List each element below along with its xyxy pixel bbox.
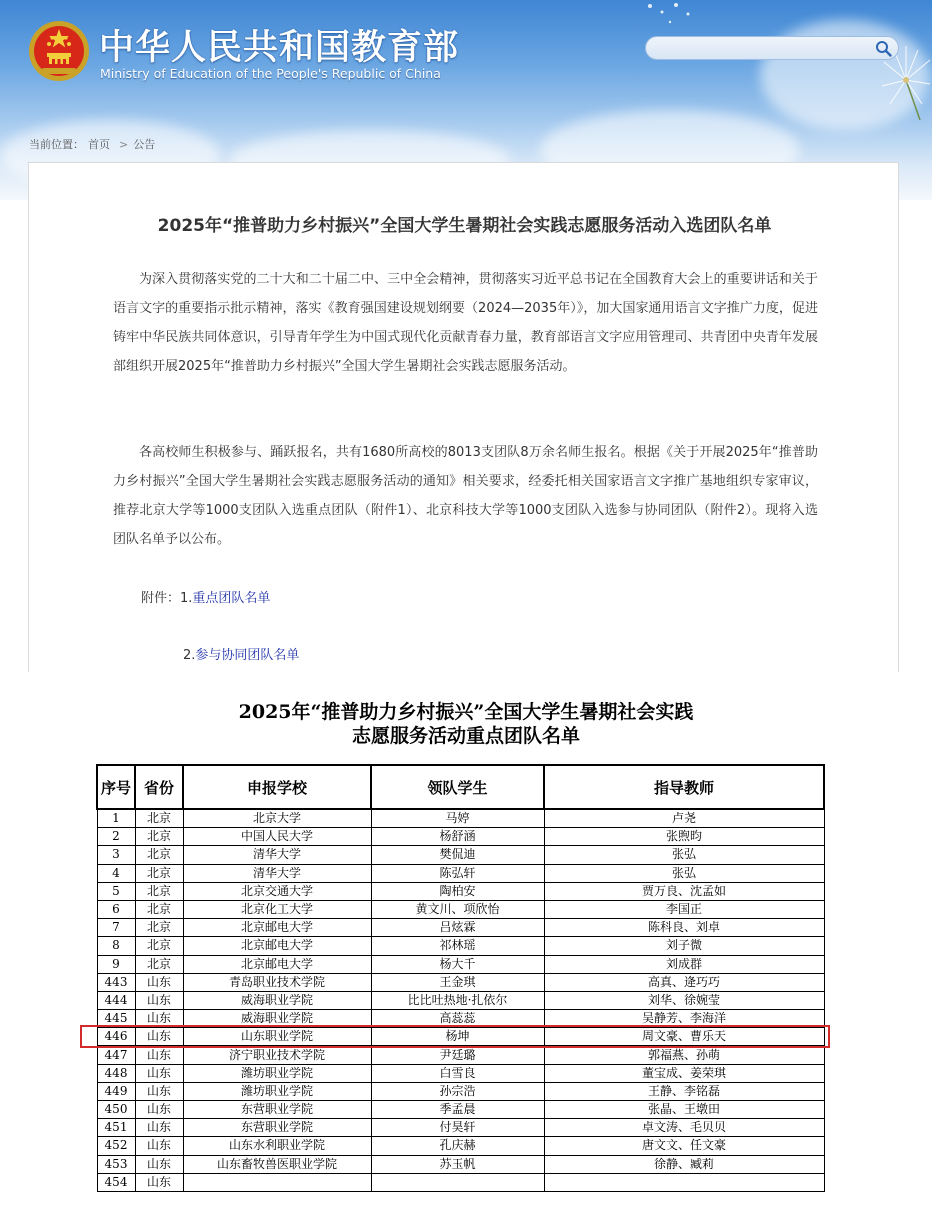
table-cell-col-leader: 孔庆赫 [371,1137,544,1155]
table-cell-col-advisor: 卢尧 [544,809,824,828]
table-cell-col-leader: 陈弘轩 [371,864,544,882]
attachment-line-2 [183,644,299,663]
national-emblem-icon [28,20,90,82]
table-cell-col-province: 北京 [135,846,183,864]
table-cell-col-index: 451 [97,1119,135,1137]
attachment-link-key-teams[interactable]: 重点团队名单 [192,591,271,606]
table-cell-col-province: 北京 [135,809,183,828]
table-cell-col-province: 山东 [135,991,183,1009]
table-row [97,828,824,846]
table-cell-col-leader: 季孟晨 [371,1101,544,1119]
table-cell-col-school: 北京交通大学 [183,882,371,900]
search-icon[interactable] [875,40,892,57]
table-cell-col-leader: 尹廷璐 [371,1046,544,1064]
table-row [97,991,824,1009]
table-cell-col-advisor: 卓文涛、毛贝贝 [544,1119,824,1137]
table-cell-col-advisor: 王静、李铭磊 [544,1082,824,1100]
table-row [97,1064,824,1082]
table-cell-col-school [183,1173,371,1191]
table-cell-col-school: 威海职业学院 [183,1010,371,1028]
table-cell-col-province: 山东 [135,1119,183,1137]
table-cell-col-province: 山东 [135,1101,183,1119]
table-cell-col-index: 2 [97,828,135,846]
table-cell-col-school: 青岛职业技术学院 [183,973,371,991]
search-input[interactable] [656,39,870,59]
table-cell-col-advisor: 贾万良、沈孟如 [544,882,824,900]
table-cell-col-index: 5 [97,882,135,900]
table-cell-col-province: 北京 [135,955,183,973]
table-cell-col-leader: 高蕊蕊 [371,1010,544,1028]
table-cell-col-index: 445 [97,1010,135,1028]
table-cell-col-advisor: 李国正 [544,900,824,918]
table-cell-col-index: 452 [97,1137,135,1155]
attachment-line-1 [141,587,270,606]
table-cell-col-index: 447 [97,1046,135,1064]
table-cell-col-province: 北京 [135,864,183,882]
table-cell-col-advisor: 唐文文、任文豪 [544,1137,824,1155]
table-row [97,900,824,918]
attachment-label: 附件：1. [141,591,193,606]
table-cell-col-index: 454 [97,1173,135,1191]
table-cell-col-index: 443 [97,973,135,991]
table-header-col-index: 序号 [97,765,135,809]
table-cell-col-province: 山东 [135,1010,183,1028]
table-cell-col-advisor: 周文豪、曹乐天 [544,1028,824,1046]
table-cell-col-school: 山东水利职业学院 [183,1137,371,1155]
table-cell-col-leader: 陶柏安 [371,882,544,900]
table-cell-col-school: 山东畜牧兽医职业学院 [183,1155,371,1173]
article-paragraph-2: 各高校师生积极参与、踊跃报名，共有1680所高校的8013支团队8万余名师生报名。根据《关于开展2025年“推普助力乡村振兴”全国大学生暑期社会实践志愿服务活动的通知》相关要求，经委托相关国家语言文字推广基地组织专家审议，推荐北京大学等1000支团队入选重点团队（附件1）、北京科技大学等1000支团队入选参与协同团队（附件2）。现将入选团队名单予以公布。 [113,445,818,547]
table-cell-col-leader: 马婷 [371,809,544,828]
document-title-line-1: 2025年“推普助力乡村振兴”全国大学生暑期社会实践 [238,701,694,723]
table-cell-col-school: 北京化工大学 [183,900,371,918]
table-cell-col-school: 北京邮电大学 [183,937,371,955]
table-cell-col-province: 山东 [135,1173,183,1191]
table-row [97,809,824,828]
table-cell-col-advisor: 陈科良、刘卓 [544,919,824,937]
table-cell-col-index: 3 [97,846,135,864]
table-cell-col-index: 444 [97,991,135,1009]
breadcrumb-current[interactable]: 公告 [133,138,156,151]
table-cell-col-index: 446 [97,1028,135,1046]
table-cell-col-leader: 杨舒涵 [371,828,544,846]
table-cell-col-school: 东营职业学院 [183,1119,371,1137]
highlight-box [80,1025,830,1048]
table-cell-col-province: 北京 [135,882,183,900]
table-cell-col-index: 450 [97,1101,135,1119]
document-title-line-2: 志愿服务活动重点团队名单 [351,725,580,747]
table-cell-col-leader: 付昊轩 [371,1119,544,1137]
table-row [97,1119,824,1137]
team-list-table-container [96,764,824,1189]
breadcrumb-home-link[interactable]: 首页 [88,138,110,151]
table-cell-col-advisor: 张弘 [544,864,824,882]
table-cell-col-school: 清华大学 [183,864,371,882]
dandelion-decoration [640,0,700,30]
table-row [97,919,824,937]
table-cell-col-school: 山东职业学院 [183,1028,371,1046]
article-title: 2025年“推普助力乡村振兴”全国大学生暑期社会实践志愿服务活动入选团队名单 [157,216,772,236]
table-cell-col-advisor: 吴静芳、李海洋 [544,1010,824,1028]
table-cell-col-leader: 樊侃迪 [371,846,544,864]
breadcrumb [29,136,159,152]
table-cell-col-province: 北京 [135,900,183,918]
table-cell-col-advisor: 张晶、王墩田 [544,1101,824,1119]
table-cell-col-advisor: 张煦昀 [544,828,824,846]
table-cell-col-leader: 杨大千 [371,955,544,973]
table-cell-col-school: 威海职业学院 [183,991,371,1009]
table-cell-col-leader: 比比吐热地·扎依尔 [371,991,544,1009]
table-row [97,937,824,955]
table-cell-col-index: 449 [97,1082,135,1100]
table-cell-col-leader: 白雪良 [371,1064,544,1082]
table-cell-col-school: 东营职业学院 [183,1101,371,1119]
table-cell-col-leader: 王金琪 [371,973,544,991]
table-row [97,1082,824,1100]
table-cell-col-province: 北京 [135,919,183,937]
table-cell-col-leader: 杨坤 [371,1028,544,1046]
table-cell-col-advisor: 郭福燕、孙萌 [544,1046,824,1064]
table-cell-col-advisor: 徐静、臧莉 [544,1155,824,1173]
table-row [97,1101,824,1119]
table-cell-col-leader: 祁林瑶 [371,937,544,955]
table-cell-col-advisor: 刘子微 [544,937,824,955]
document-title [0,700,932,748]
table-cell-col-index: 8 [97,937,135,955]
table-cell-col-index: 7 [97,919,135,937]
table-header-col-province: 省份 [135,765,183,809]
article-paragraph-1: 为深入贯彻落实党的二十大和二十届二中、三中全会精神，贯彻落实习近平总书记在全国教育大会上的重要讲话和关于语言文字的重要指示批示精神，落实《教育强国建设规划纲要（2024—2035年）》，加大国家通用语言文字推广力度，促进铸牢中华民族共同体意识，引导青年学生为中国式现代化贡献青春力量，教育部语言文字应用管理司、共青团中央青年发展部组织开展2025年“推普助力乡村振兴”全国大学生暑期社会实践志愿服务活动。 [113,272,818,374]
table-cell-col-index: 453 [97,1155,135,1173]
table-cell-col-index: 6 [97,900,135,918]
team-list-table [96,764,825,1192]
table-row [97,1137,824,1155]
table-cell-col-school: 中国人民大学 [183,828,371,846]
table-row [97,955,824,973]
table-cell-col-school: 济宁职业技术学院 [183,1046,371,1064]
table-cell-col-province: 北京 [135,937,183,955]
table-header-col-advisor: 指导教师 [544,765,824,809]
table-cell-col-advisor: 张弘 [544,846,824,864]
table-cell-col-index: 9 [97,955,135,973]
table-header-row [97,765,824,809]
breadcrumb-label: 当前位置： [29,138,84,151]
attachment-link-collab-teams[interactable]: 参与协同团队名单 [195,648,300,663]
table-cell-col-school: 北京大学 [183,809,371,828]
table-row [97,864,824,882]
table-cell-col-advisor: 刘成群 [544,955,824,973]
table-cell-col-province: 山东 [135,1064,183,1082]
table-row [97,973,824,991]
table-row [97,846,824,864]
table-cell-col-leader: 孙宗浩 [371,1082,544,1100]
site-subtitle: Ministry of Education of the People's Republic of China [100,66,441,81]
table-row [97,1046,824,1064]
table-cell-col-advisor [544,1173,824,1191]
table-header-col-school: 申报学校 [183,765,371,809]
table-cell-col-advisor: 董宝成、姜荣琪 [544,1064,824,1082]
table-cell-col-advisor: 刘华、徐婉莹 [544,991,824,1009]
table-cell-col-province: 山东 [135,1155,183,1173]
table-cell-col-leader: 吕炫霖 [371,919,544,937]
table-cell-col-province: 山东 [135,1028,183,1046]
table-cell-col-province: 山东 [135,1046,183,1064]
table-row [97,1173,824,1191]
table-cell-col-leader [371,1173,544,1191]
table-cell-col-school: 北京邮电大学 [183,955,371,973]
attachment-2-prefix: 2. [183,648,196,663]
table-cell-col-school: 清华大学 [183,846,371,864]
table-cell-col-index: 1 [97,809,135,828]
site-title: 中华人民共和国教育部 [99,28,460,68]
table-cell-col-index: 448 [97,1064,135,1082]
table-cell-col-advisor: 高真、逄巧巧 [544,973,824,991]
table-cell-col-school: 潍坊职业学院 [183,1064,371,1082]
table-cell-col-school: 潍坊职业学院 [183,1082,371,1100]
table-cell-col-leader: 苏玉帆 [371,1155,544,1173]
table-cell-col-province: 山东 [135,1137,183,1155]
table-cell-col-province: 山东 [135,973,183,991]
table-row [97,882,824,900]
breadcrumb-separator: > [119,138,129,151]
table-header-col-leader: 领队学生 [371,765,544,809]
table-row [97,1155,824,1173]
table-cell-col-province: 北京 [135,828,183,846]
table-cell-col-school: 北京邮电大学 [183,919,371,937]
table-cell-col-province: 山东 [135,1082,183,1100]
table-cell-col-index: 4 [97,864,135,882]
table-cell-col-leader: 黄文川、项欣怡 [371,900,544,918]
search-box[interactable] [645,36,899,60]
article-panel [28,162,899,672]
